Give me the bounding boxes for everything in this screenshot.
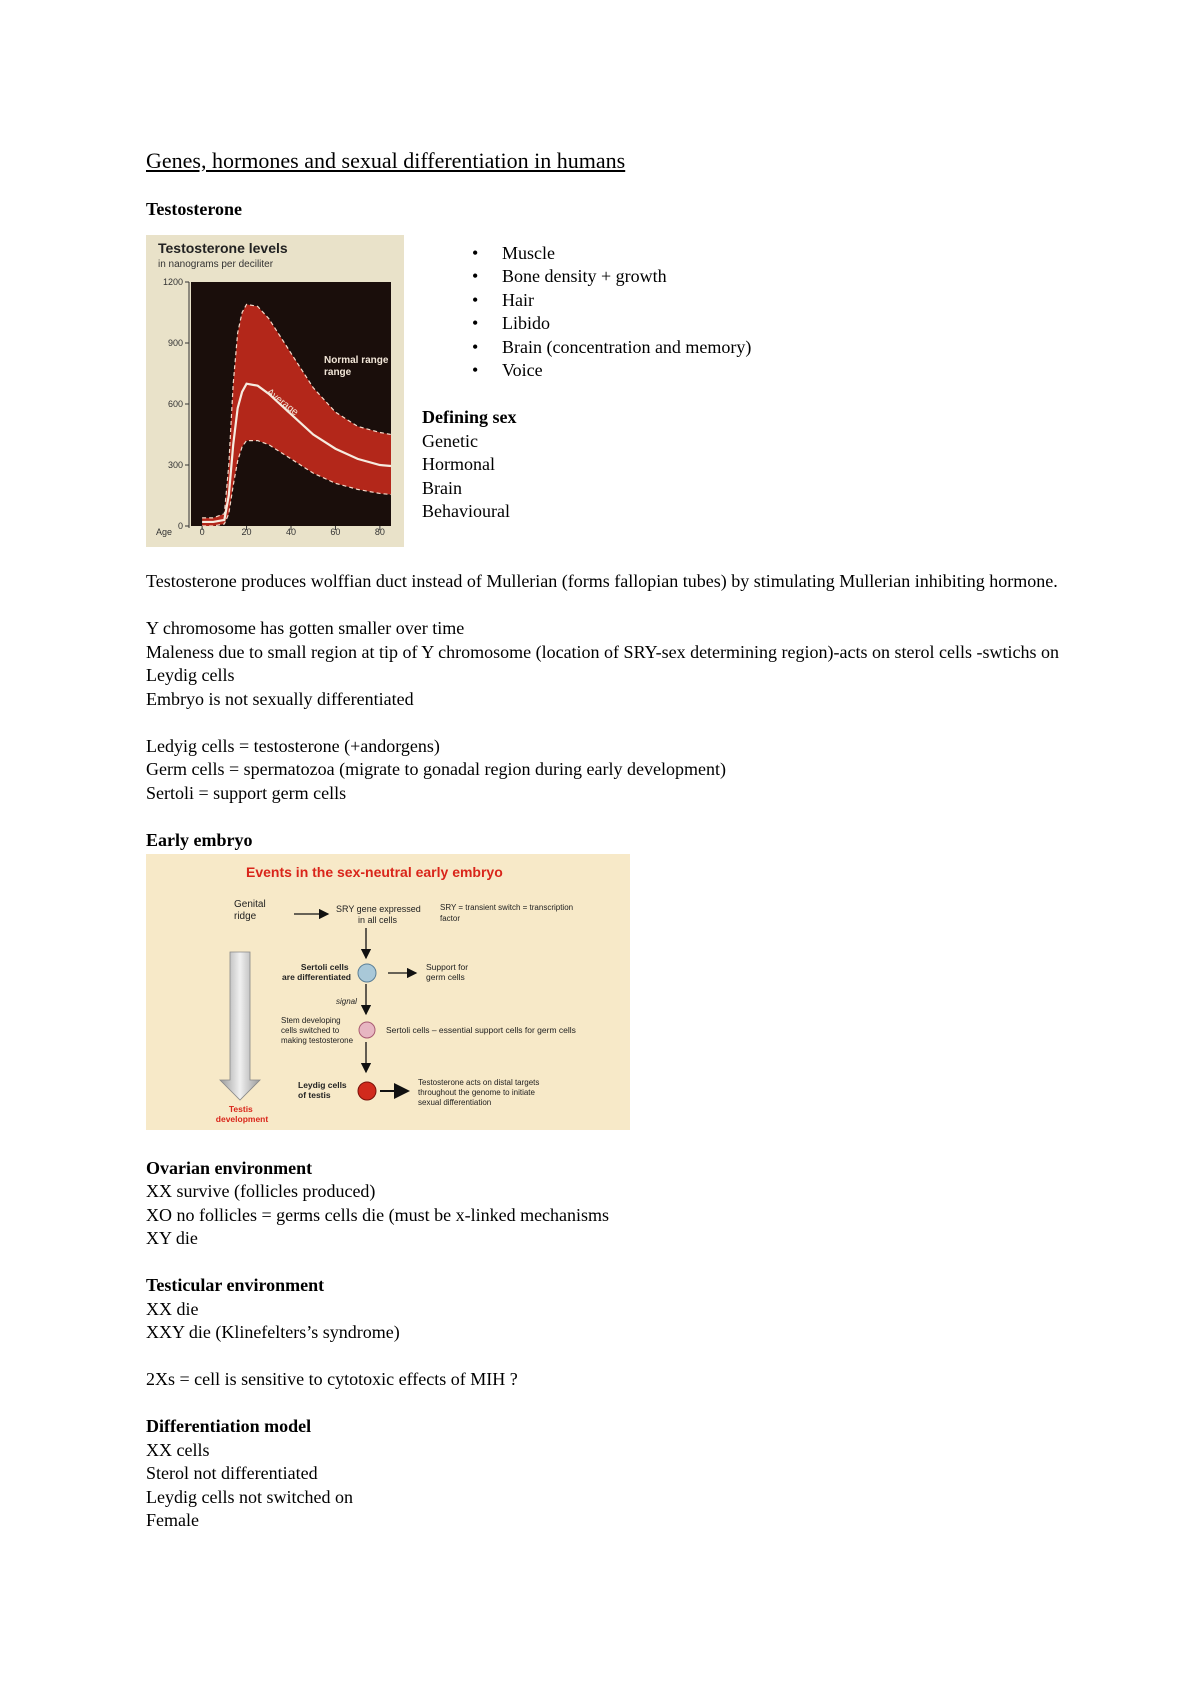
y-chromosome-line: Y chromosome has gotten smaller over time: [146, 618, 465, 638]
testosterone-effects-list: [422, 242, 751, 383]
chart-annotation-average: Average: [264, 386, 301, 418]
testosterone-section: [146, 222, 1066, 547]
list-item: XXY die (Klinefelters’s syndrome): [146, 1322, 400, 1342]
sry-expressed-label: SRY gene expressed in all cells: [336, 904, 421, 925]
sertoli-differentiated-label: Sertoli cells are differentiated: [282, 962, 351, 982]
maleness-line: Maleness due to small region at tip of Y chromosome (location of SRY-sex determining region)-acts on sterol cells -swtichs on Leydig cells: [146, 641, 1059, 685]
differentiation-model-heading: Differentiation model: [146, 1416, 312, 1436]
chart-xlabel: Age: [156, 526, 173, 537]
list-item: • Hair: [472, 289, 751, 313]
list-item: XO no follicles = germs cells die (must be x-linked mechanisms: [146, 1204, 610, 1225]
list-item: Genetic: [422, 430, 478, 451]
ovarian-heading: Ovarian environment: [146, 1157, 313, 1178]
list-item: • Libido: [472, 312, 751, 336]
list-item: Brain: [422, 477, 462, 498]
embryo-figure-title: Events in the sex-neutral early embryo: [246, 864, 503, 880]
page-title: Genes, hormones and sexual differentiation in humans: [146, 148, 626, 173]
y-tick-label: 900: [167, 337, 183, 348]
y-tick-label: 600: [167, 398, 183, 409]
chart-annotation-normal-range-2: range: [324, 366, 352, 378]
stem-cells-label: Stem developing cells switched to making testosterone: [281, 1016, 354, 1045]
x-tick-label: 80: [374, 526, 385, 537]
y-tick-label: 300: [167, 459, 183, 470]
testosterone-chart: [146, 235, 404, 547]
leydig-cell-icon: [358, 1082, 376, 1100]
sertoli-cell-icon: [358, 964, 376, 982]
list-item: XX survive (follicles produced): [146, 1181, 376, 1201]
stem-cell-icon: [359, 1022, 375, 1038]
support-germ-label: Support for germ cells: [426, 962, 469, 982]
testis-development-label: Testis development: [215, 1104, 269, 1124]
genital-ridge-label: Genital ridge: [234, 899, 266, 922]
list-item: Leydig cells not switched on: [146, 1486, 353, 1507]
chart-annotation-normal-range: Normal range: [324, 354, 389, 366]
sertoli-line: Sertoli = support germ cells: [146, 782, 347, 803]
x-tick-label: 40: [285, 526, 297, 537]
x-tick-label: 0: [199, 526, 205, 537]
chart-subtitle: in nanograms per deciliter: [158, 258, 274, 270]
list-item: Hormonal: [422, 454, 495, 474]
list-item: XX die: [146, 1298, 199, 1319]
list-item: • Bone density + growth: [472, 265, 751, 289]
y-tick-label: 0: [177, 520, 183, 531]
leydig-line: Ledyig cells = testosterone (+andorgens): [146, 735, 440, 756]
list-item: • Voice: [472, 359, 751, 383]
wolffian-paragraph: Testosterone produces wolffian duct instead of Mullerian (forms fallopian tubes) by stimulating Mullerian inhibiting hormone.: [146, 571, 1058, 591]
sry-note-label: SRY = transient switch = transcription factor: [440, 903, 574, 923]
signal-label: signal: [336, 997, 357, 1006]
two-x-note: 2Xs = cell is sensitive to cytotoxic effects of MIH ?: [146, 1369, 518, 1389]
x-tick-label: 20: [241, 526, 252, 537]
list-item: Behavioural: [422, 501, 510, 521]
embryo-line: Embryo is not sexually differentiated: [146, 688, 414, 709]
embryo-diagram: [146, 854, 630, 1130]
list-item: Sterol not differentiated: [146, 1463, 318, 1483]
chart-title: Testosterone levels: [158, 239, 288, 256]
testicular-heading: Testicular environment: [146, 1275, 325, 1295]
list-item: Female: [146, 1510, 199, 1530]
testosterone-heading: Testosterone: [146, 199, 242, 219]
leydig-label: Leydig cells of testis: [298, 1080, 347, 1100]
right-column: [422, 222, 751, 524]
document-page: [146, 146, 1066, 1533]
list-item: • Muscle: [472, 242, 751, 266]
defining-sex-heading: Defining sex: [422, 407, 517, 427]
early-embryo-heading: Early embryo: [146, 829, 253, 850]
y-tick-label: 1200: [162, 276, 183, 287]
list-item: XX cells: [146, 1439, 210, 1460]
x-tick-label: 60: [330, 526, 341, 537]
sertoli-note-label: Sertoli cells – essential support cells for germ cells: [386, 1025, 576, 1035]
list-item: • Brain (concentration and memory): [472, 336, 751, 360]
list-item: XY die: [146, 1228, 198, 1248]
germ-cells-line: Germ cells = spermatozoa (migrate to gonadal region during early development): [146, 759, 726, 779]
testosterone-note-label: Testosterone acts on distal targets throughout the genome to initiate sexual differentiation: [418, 1078, 540, 1107]
